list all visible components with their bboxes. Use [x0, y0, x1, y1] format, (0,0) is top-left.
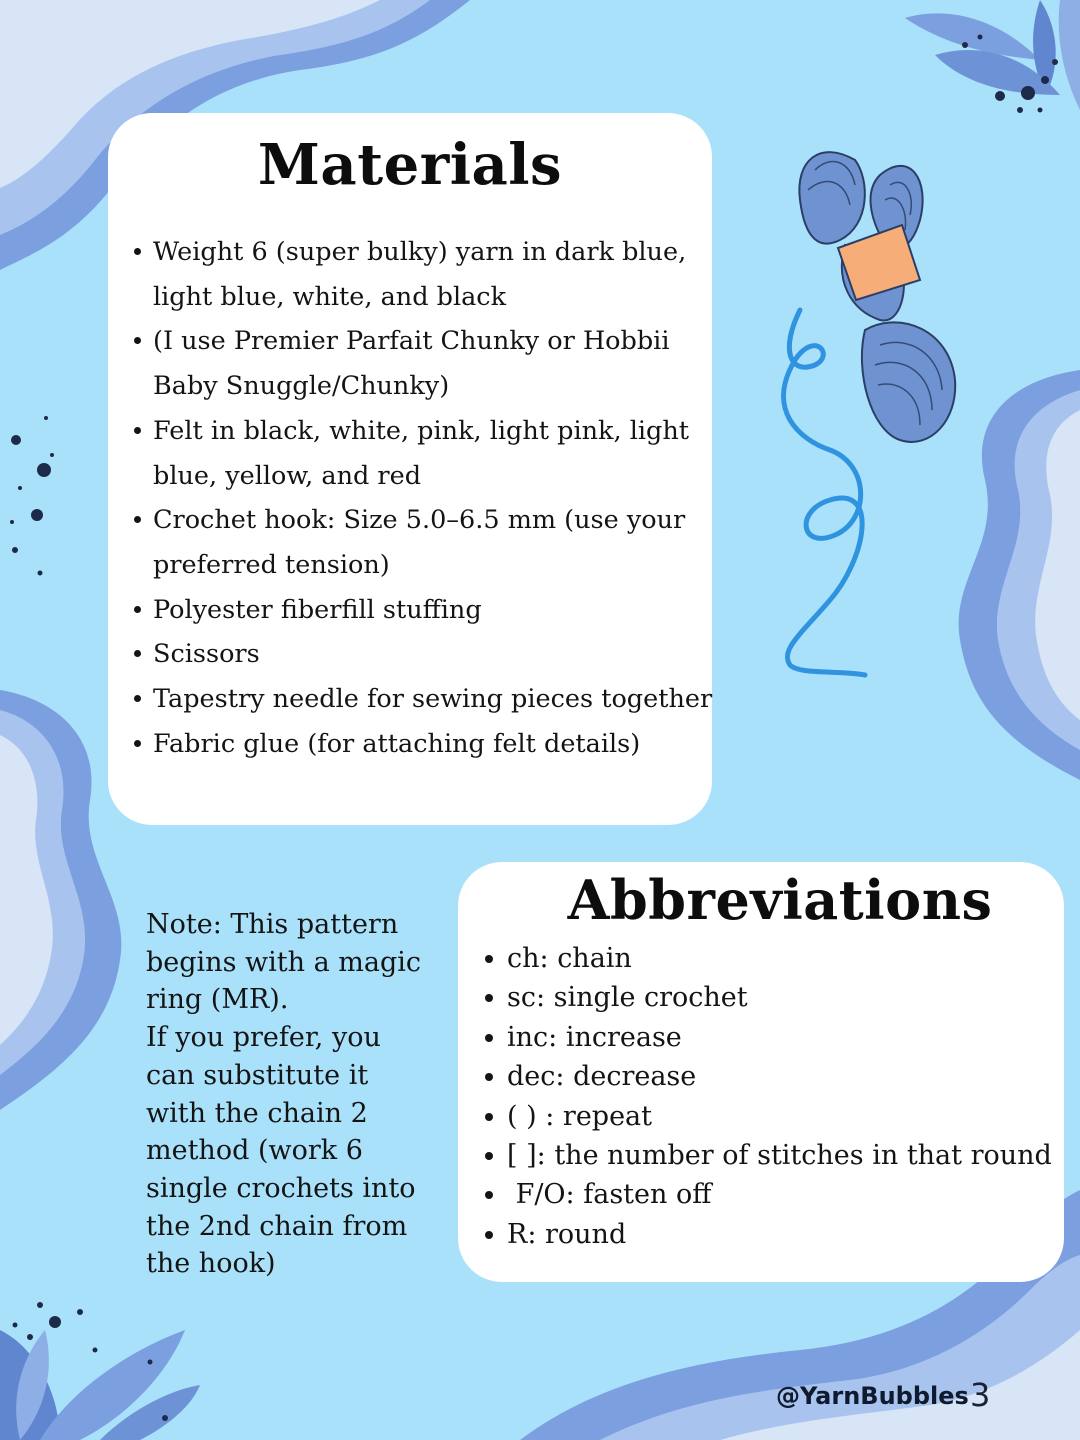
- list-item: Scissors: [131, 632, 721, 677]
- list-item: Felt in black, white, pink, light pink, light blue, yellow, and red: [131, 409, 721, 498]
- leaf-cluster-bottom-left: [0, 1302, 200, 1440]
- dot-speckles-left: [10, 416, 54, 576]
- list-item: Weight 6 (super bulky) yarn in dark blue, light blue, white, and black: [131, 230, 721, 319]
- abbreviations-title: Abbreviations: [567, 868, 993, 932]
- page-number: 3: [970, 1376, 991, 1414]
- list-item: F/O: fasten off: [483, 1175, 1073, 1214]
- materials-title: Materials: [257, 132, 563, 198]
- materials-list: [131, 230, 721, 766]
- abbreviations-list: [483, 939, 1073, 1254]
- magic-ring-note: Note: This pattern begins with a magic ring (MR). If you prefer, you can substitute it with the chain 2 method (work 6 single crochets into the 2nd chain from the hook): [146, 909, 421, 1280]
- list-item: inc: increase: [483, 1018, 1073, 1057]
- list-item: ch: chain: [483, 939, 1073, 978]
- list-item: ( ) : repeat: [483, 1097, 1073, 1136]
- list-item: dec: decrease: [483, 1057, 1073, 1096]
- list-item: Tapestry needle for sewing pieces together: [131, 677, 721, 722]
- list-item: (I use Premier Parfait Chunky or Hobbii Baby Snuggle/Chunky): [131, 319, 721, 408]
- leaf-cluster-top-right: [905, 0, 1080, 113]
- list-item: sc: single crochet: [483, 978, 1073, 1017]
- list-item: Fabric glue (for attaching felt details): [131, 722, 721, 767]
- yarn-loose-strand: [784, 310, 865, 675]
- list-item: [ ]: the number of stitches in that round: [483, 1136, 1073, 1175]
- list-item: R: round: [483, 1215, 1073, 1254]
- author-handle: @YarnBubbles: [776, 1382, 969, 1410]
- yarn-skein-icon: [760, 130, 970, 690]
- list-item: Polyester fiberfill stuffing: [131, 588, 721, 633]
- list-item: Crochet hook: Size 5.0–6.5 mm (use your preferred tension): [131, 498, 721, 587]
